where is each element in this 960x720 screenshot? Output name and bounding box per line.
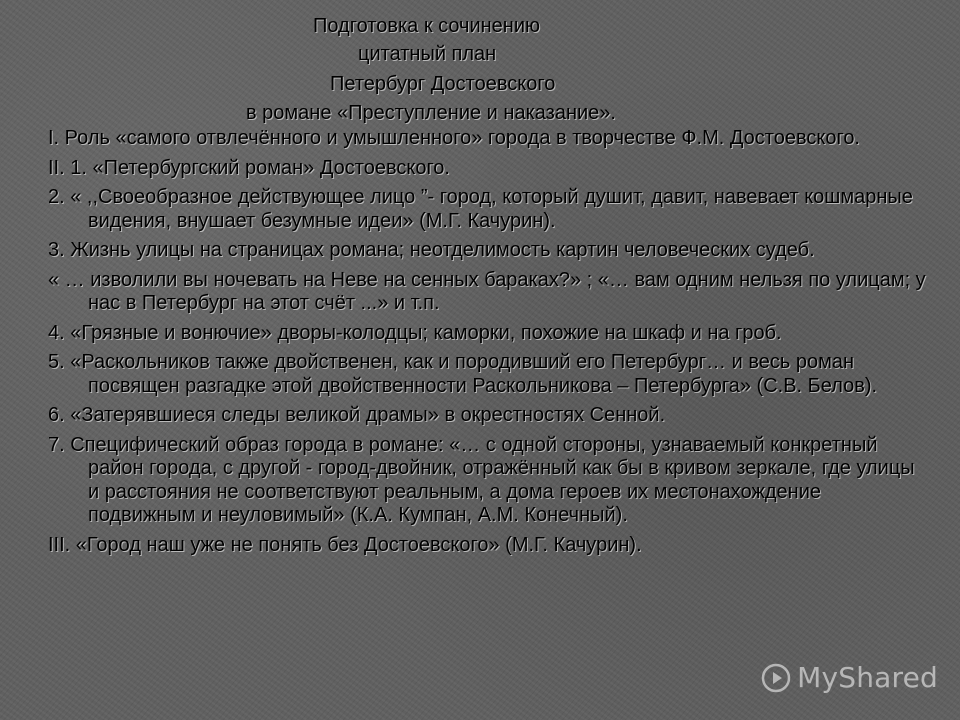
plan-item-10: III. «Город наш уже не понять без Достоевского» (М.Г. Качурин). — [48, 533, 642, 556]
plan-item-9: 7. Специфический образ города в романе: «… с одной стороны, узнаваемый конкретный район города, с другой - город-двойник, отражённый как бы в кривом зеркале, где улицы и расстояния не соответствуют реальным, а дома героев их местонахождение подвижным и неуловимый» (К.А. Кумпан, А.М. Конечный). — [48, 433, 915, 526]
watermark — [761, 661, 938, 694]
plan-item-2: II. 1. «Петербургский роман» Достоевского. — [48, 156, 450, 179]
watermark-text: MyShared — [797, 661, 938, 694]
plan-body — [48, 127, 928, 563]
play-icon — [761, 663, 791, 693]
plan-item-4: 3. Жизнь улицы на страницах романа; неотделимость картин человеческих судеб. — [48, 239, 815, 261]
plan-item-3: 2. « ,,Своеобразное действующее лицо ”- город, который душит, давит, навевает кошмарные видения, внушает безумные идеи» (М.Г. Качурин). — [48, 186, 913, 232]
plan-item-7: 5. «Раскольников также двойственен, как и породивший его Петербург… и весь роман посвящен разгадке этой двойственности Раскольникова – Петербурга» (С.В. Белов). — [48, 351, 878, 397]
title-line-2: цитатный план — [358, 43, 497, 65]
title-line-1: Подготовка к сочинению — [313, 15, 541, 37]
plan-item-5: « … изволили вы ночевать на Неве на сенных бараках?» ; «… вам одним нельзя по улицам; у нас в Петербург на этот счёт ...» и т.п. — [48, 268, 926, 314]
plan-item-6: 4. «Грязные и вонючие» дворы-колодцы; каморки, похожие на шкаф и на гроб. — [48, 321, 782, 344]
title-line-3: Петербург Достоевского — [330, 73, 556, 95]
title-line-4: в романе «Преступление и наказание». — [246, 102, 616, 124]
plan-item-8: 6. «Затерявшиеся следы великой драмы» в окрестностях Сенной. — [48, 404, 666, 426]
plan-item-1: I. Роль «самого отвлечённого и умышленного» города в творчестве Ф.М. Достоевского. — [48, 127, 860, 149]
